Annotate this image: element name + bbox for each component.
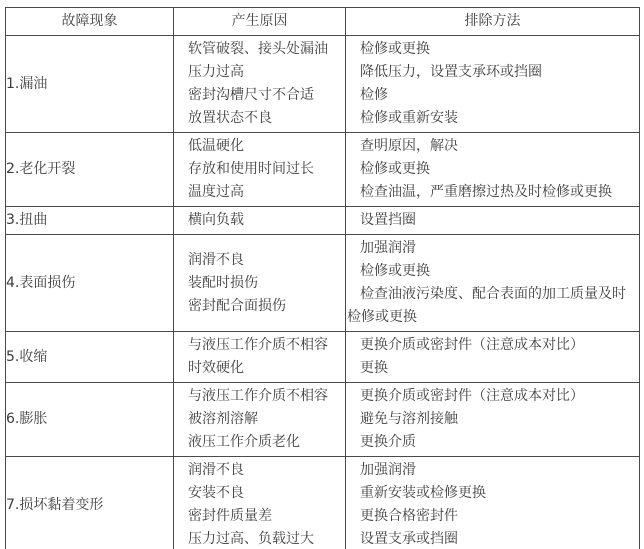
methods-cell: [346, 332, 640, 383]
cause-line: 低温硬化: [188, 138, 244, 154]
table-row: [6, 332, 640, 383]
cause-line: 与液压工作介质不相容: [188, 388, 328, 404]
phenomenon-cell: 6.膨胀: [6, 383, 174, 457]
cause-line: 液压工作介质老化: [188, 434, 300, 450]
method-line: 检查油温，严重磨擦过热及时检修或更换: [360, 184, 612, 200]
method-line: 更换介质: [360, 434, 416, 450]
method-line: 更换介质或密封件（注意成本对比）: [360, 388, 584, 404]
causes-cell: [174, 36, 346, 133]
cause-line: 温度过高: [188, 184, 244, 200]
table-row: [6, 235, 640, 332]
methods-cell: [346, 36, 640, 133]
cause-line: 密封配合面损伤: [188, 297, 286, 314]
cause-line: 压力过高、负载过大: [188, 531, 314, 547]
phenomenon-cell: 2.老化开裂: [6, 133, 174, 207]
cause-line: 软管破裂、接头处漏油: [188, 41, 328, 57]
method-line: 查明原因，解决: [360, 138, 458, 154]
column-header-phenomenon: 故障现象: [6, 8, 174, 36]
phenomenon-cell: 3.扭曲: [6, 207, 174, 235]
method-line: 检修或更换: [360, 263, 430, 279]
cause-line: 密封沟槽尺寸不合适: [188, 87, 314, 103]
method-line: 更换合格密封件: [360, 508, 458, 524]
cause-line: 被溶剂溶解: [188, 411, 258, 427]
method-line: 更换介质或密封件（注意成本对比）: [360, 337, 584, 353]
phenomenon-cell: 4.表面损伤: [6, 235, 174, 332]
method-line: 检修或更换: [360, 161, 430, 177]
method-line: 检查油液污染度、配合表面的加工质量及时检修或更换: [347, 286, 626, 325]
cause-line: 装配时损伤: [188, 274, 258, 291]
causes-cell: [174, 457, 346, 549]
table-row: [6, 207, 640, 235]
method-line: 加强润滑: [360, 240, 416, 256]
cause-line: 时效硬化: [188, 360, 244, 376]
methods-cell: [346, 207, 640, 235]
cause-line: 润滑不良: [188, 251, 244, 268]
table-row: [6, 383, 640, 457]
cause-line: 安装不良: [188, 485, 244, 501]
cause-line: 密封件质量差: [188, 508, 272, 524]
causes-cell: [174, 207, 346, 235]
cause-line: 压力过高: [188, 64, 244, 80]
methods-cell: [346, 383, 640, 457]
cause-line: 横向负载: [188, 212, 244, 228]
method-line: 检修或重新安装: [360, 110, 458, 126]
column-header-method: 排除方法: [346, 8, 640, 36]
cause-line: 放置状态不良: [188, 110, 272, 126]
cause-line: 与液压工作介质不相容: [188, 337, 328, 353]
method-line: 重新安装或检修更换: [360, 485, 486, 501]
methods-cell: [346, 457, 640, 549]
methods-cell: [346, 133, 640, 207]
method-line: 更换: [360, 360, 388, 376]
method-line: 避免与溶剂接触: [360, 411, 458, 427]
method-line: 加强润滑: [360, 462, 416, 478]
method-line: 设置挡圈: [360, 212, 416, 228]
causes-cell: [174, 332, 346, 383]
causes-cell: [174, 235, 346, 332]
methods-cell: [346, 235, 640, 332]
header-row: [6, 8, 640, 36]
phenomenon-cell: 1.漏油: [6, 36, 174, 133]
method-line: 检修或更换: [360, 41, 430, 57]
method-line: 检修: [360, 87, 388, 103]
column-header-cause: 产生原因: [174, 8, 346, 36]
method-line: 降低压力，设置支承环或挡圈: [360, 64, 542, 80]
causes-cell: [174, 383, 346, 457]
table-row: [6, 133, 640, 207]
table-row: [6, 457, 640, 549]
cause-line: 存放和使用时间过长: [188, 161, 314, 177]
method-line: 设置支承或挡圈: [360, 531, 458, 547]
cause-line: 润滑不良: [188, 462, 244, 478]
table-row: [6, 36, 640, 133]
causes-cell: [174, 133, 346, 207]
phenomenon-cell: 5.收缩: [6, 332, 174, 383]
phenomenon-cell: 7.损坏黏着变形: [6, 457, 174, 549]
fault-troubleshooting-table: [5, 7, 640, 549]
